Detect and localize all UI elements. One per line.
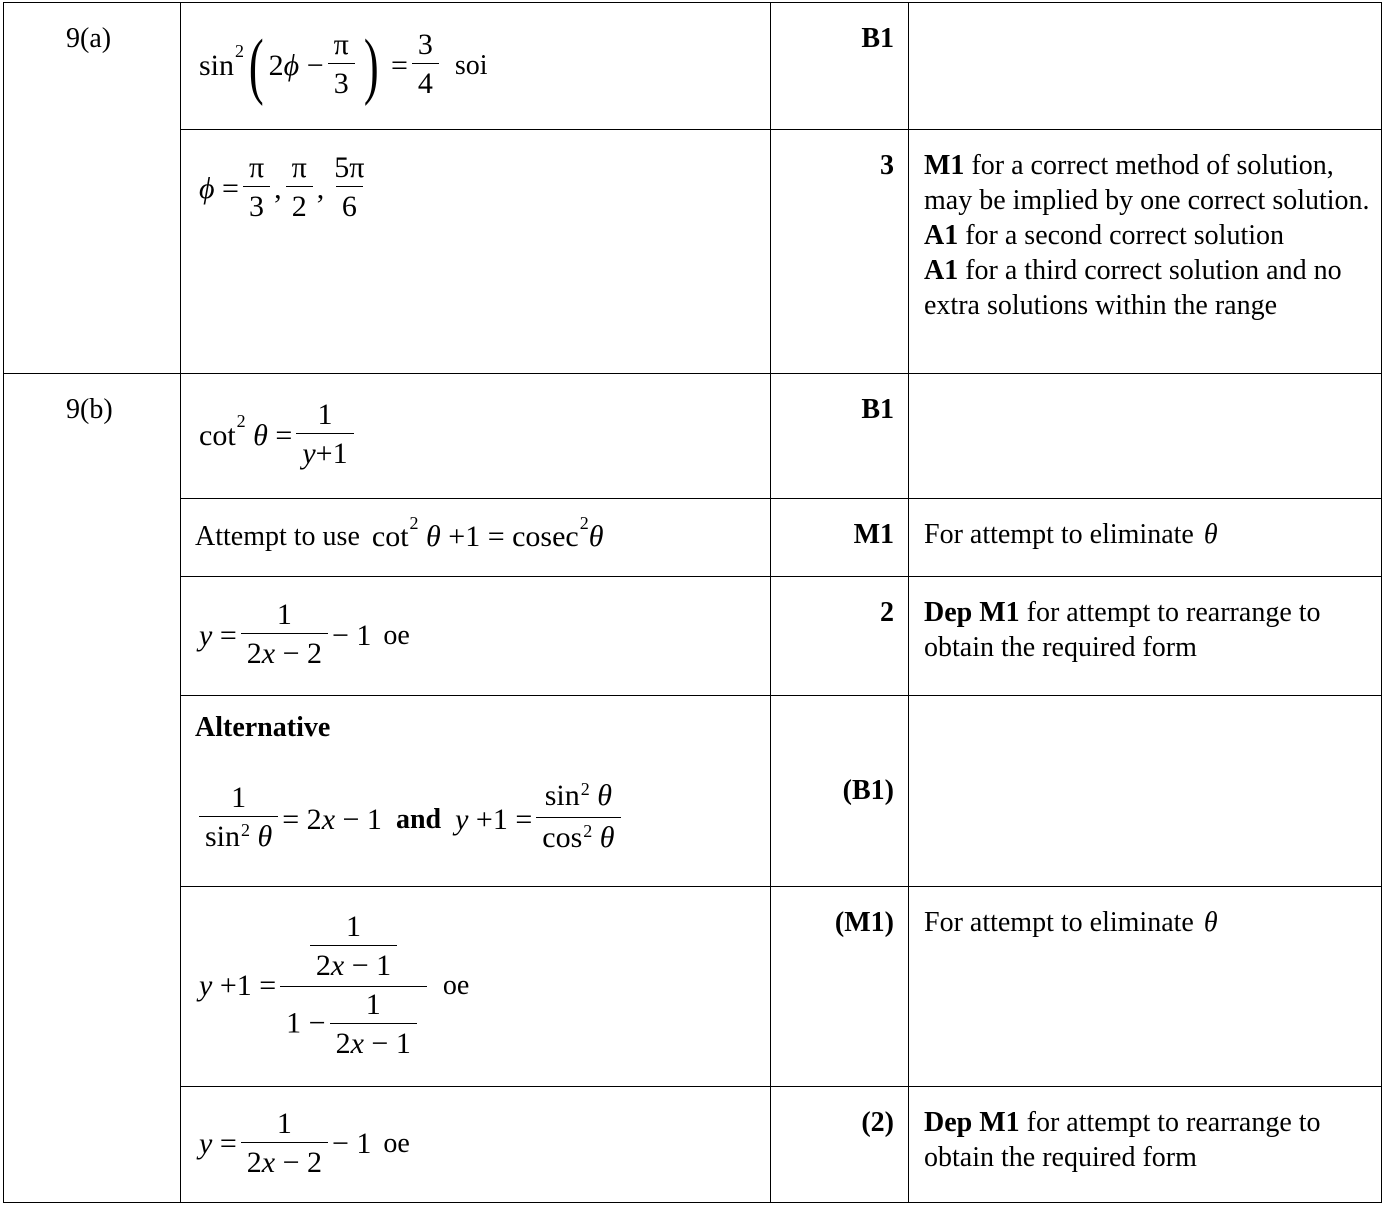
guidance-cell: M1 for a correct method of solution, may be implied by one correct solution. A1 for a second correct solution A1 for a third correct solution and no extra solutions within the range xyxy=(909,130,1382,374)
alternative-heading: Alternative xyxy=(195,712,331,743)
answer-prefix: Attempt to use xyxy=(195,521,360,552)
answer-cell: ϕ = $\frac{\pi}{3}$ , $\frac{\pi}{2}$ , $\frac{5\pi}{6}$ xyxy=(181,130,771,374)
guidance-cell: Dep M1 for attempt to rearrange to obtain the required form xyxy=(909,1087,1382,1203)
answer-cell: sin 2 ( 2 ϕ − $\frac{\pi}{3}$ ) = $\frac{3}{4}$ soi xyxy=(181,3,771,130)
guidance-cell: Dep M1 for attempt to rearrange to obtain the required form xyxy=(909,577,1382,696)
guidance-cell xyxy=(909,374,1382,499)
marks-cell: 3 xyxy=(771,130,909,374)
marks-cell: M1 xyxy=(771,499,909,577)
table-row xyxy=(4,577,1382,696)
marks-cell: B1 xyxy=(771,3,909,130)
marks-cell: B1 xyxy=(771,374,909,499)
answer-cell: y +1 = $\frac{1}{2x - 1}$ 1 − $\frac{1}{2x - 1}$ oe xyxy=(181,887,771,1087)
table-row xyxy=(4,130,1382,374)
marks-cell: (2) xyxy=(771,1087,909,1203)
answer-cell: cot 2 θ = $\frac{1}{y+1}$ xyxy=(181,374,771,499)
answer-cell: Attempt to use cot 2 θ +1 = cosec 2 θ xyxy=(181,499,771,577)
guidance-cell: For attempt to eliminate θ xyxy=(909,499,1382,577)
marks-cell: (B1) xyxy=(771,696,909,887)
table-row xyxy=(4,3,1382,130)
guidance-cell xyxy=(909,696,1382,887)
marks-cell: 2 xyxy=(771,577,909,696)
answer-cell: y = $\frac{1}{2x - 2}$ − 1 oe xyxy=(181,577,771,696)
guidance-cell: For attempt to eliminate θ xyxy=(909,887,1382,1087)
answer-suffix: soi xyxy=(454,49,488,81)
table-row xyxy=(4,1087,1382,1203)
table-row xyxy=(4,887,1382,1087)
table-row xyxy=(4,696,1382,887)
mark-scheme-table xyxy=(3,2,1382,1203)
question-number: 9(b) xyxy=(4,374,181,1203)
marks-cell: (M1) xyxy=(771,887,909,1087)
answer-cell: y = $\frac{1}{2x - 2}$ − 1 oe xyxy=(181,1087,771,1203)
table-row xyxy=(4,499,1382,577)
answer-cell: Alternative $\frac{1}{\sin^2 \theta}$ = 2x − 1 and y +1 = $\frac{\sin^2 \theta}{\cos^2 \theta}$ xyxy=(181,696,771,887)
question-number: 9(a) xyxy=(4,3,181,374)
table-row xyxy=(4,374,1382,499)
guidance-cell xyxy=(909,3,1382,130)
